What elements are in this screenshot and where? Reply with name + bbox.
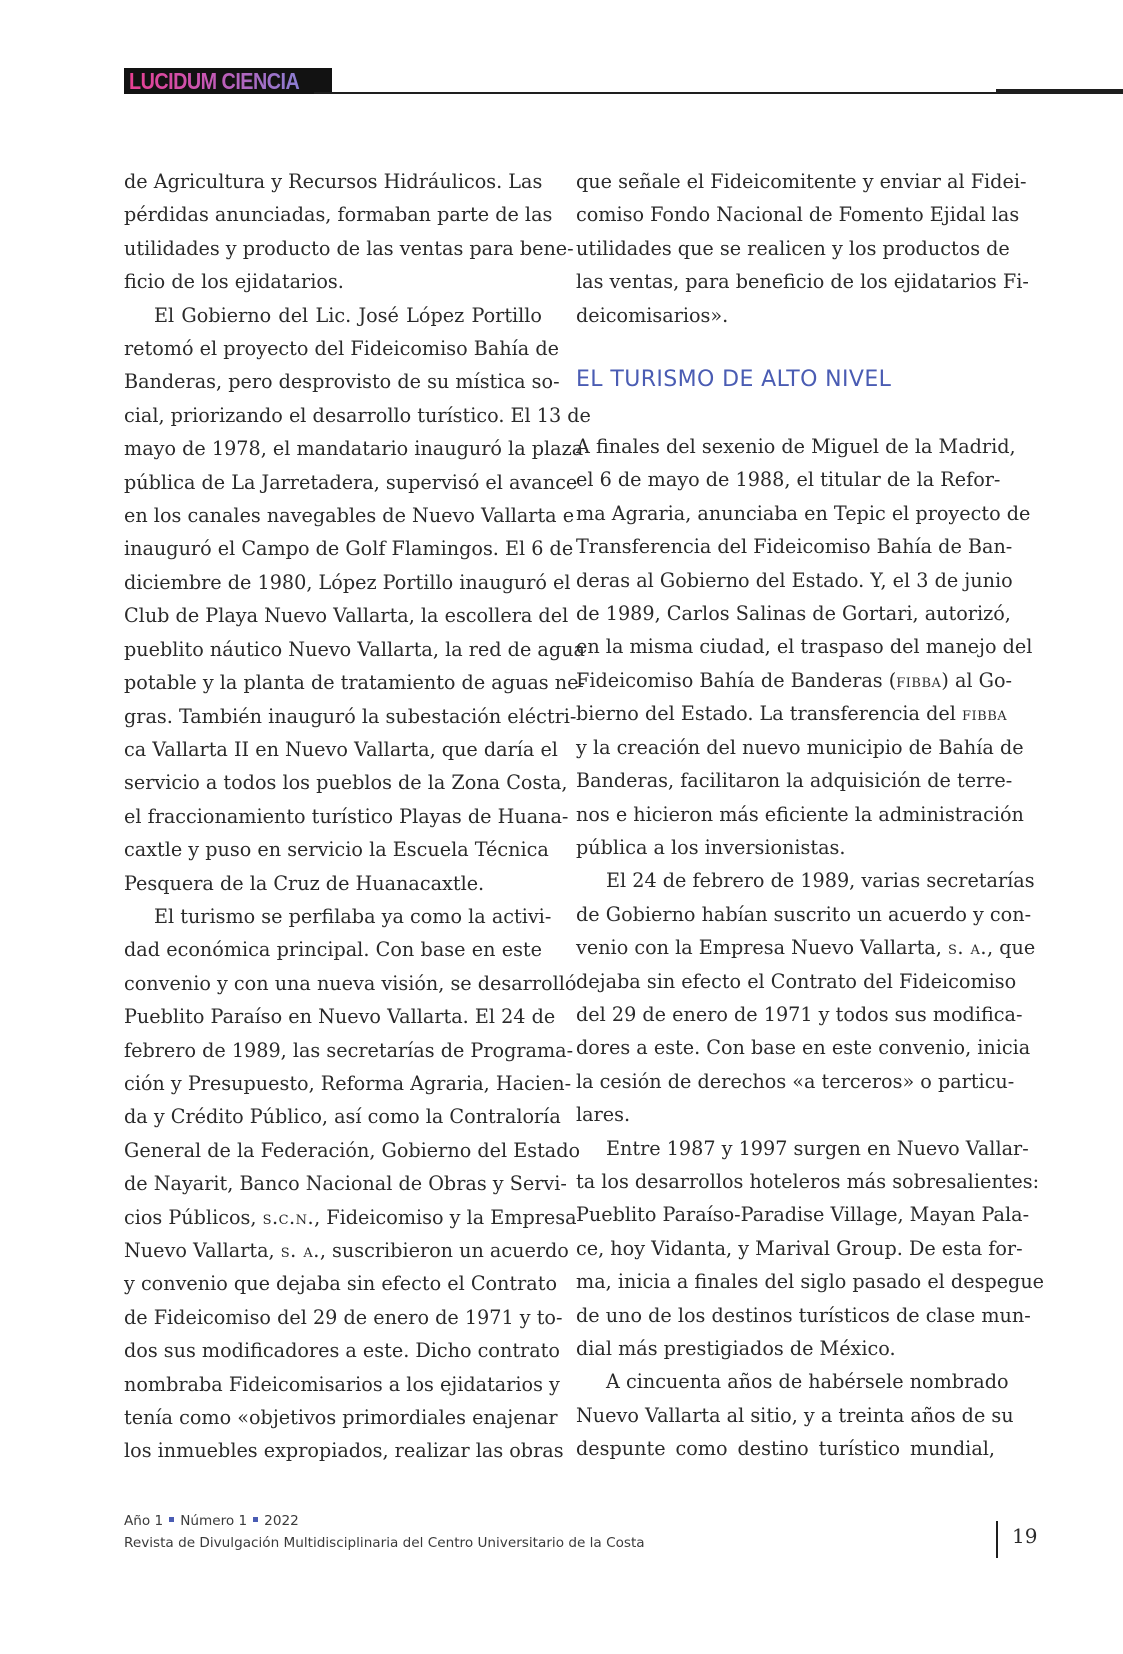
text-line: Nuevo Vallarta al sitio, y a treinta años de su xyxy=(576,1403,1014,1427)
text-line: Club de Playa Nuevo Vallarta, la escollera del xyxy=(124,604,569,628)
text-line: ca Vallarta II en Nuevo Vallarta, que daría el xyxy=(124,737,558,761)
text-line: ce, hoy Vidanta, y Marival Group. De esta for- xyxy=(576,1236,1023,1260)
text-line: del 29 de enero de 1971 y todos sus modifica- xyxy=(576,1002,1023,1026)
text-line: Banderas, pero desprovisto de su mística so- xyxy=(124,370,560,394)
body-paragraph xyxy=(576,1365,1014,1465)
text-line: caxtle y puso en servicio la Escuela Técnica xyxy=(124,838,549,862)
text-line: dad económica principal. Con base en este xyxy=(124,938,542,962)
body-paragraph xyxy=(576,864,1036,1131)
text-line: cios Públicos, s.c.n., Fideicomiso y la Empresa xyxy=(124,1205,577,1229)
text-line: dos sus modificadores a este. Dicho contrato xyxy=(124,1339,560,1363)
text-line: dores a este. Con base en este convenio, inicia xyxy=(576,1036,1031,1060)
text-line: de Fideicomiso del 29 de enero de 1971 y to- xyxy=(124,1305,563,1329)
text-line: pérdidas anunciadas, formaban parte de las xyxy=(124,203,553,227)
abbreviation: fibba xyxy=(896,668,942,692)
abbreviation: s. a. xyxy=(280,1239,320,1262)
text-line: Pueblito Paraíso en Nuevo Vallarta. El 24 de xyxy=(124,1005,556,1029)
text-line: el fraccionamiento turístico Playas de Huana- xyxy=(124,804,569,828)
text-line: bierno del Estado. La transferencia del fibba xyxy=(576,702,1008,726)
text-line: deras al Gobierno del Estado. Y, el 3 de junio xyxy=(576,568,1013,592)
text-line: dial más prestigiados de México. xyxy=(576,1337,896,1360)
text-line: venio con la Empresa Nuevo Vallarta, s. a., que xyxy=(576,936,1036,960)
abbreviation: s. a. xyxy=(947,936,988,960)
body-paragraph xyxy=(576,165,1029,332)
page-number: 19 xyxy=(1012,1524,1038,1548)
text-line: de uno de los destinos turísticos de clase mun- xyxy=(576,1303,1031,1327)
text-line: mayo de 1978, el mandatario inauguró la plaza xyxy=(124,437,584,461)
text-line: potable y la planta de tratamiento de aguas ne- xyxy=(124,671,585,695)
text-line: General de la Federación, Gobierno del Estado xyxy=(124,1138,581,1162)
text-line: nombraba Fideicomisarios a los ejidatarios y xyxy=(124,1372,560,1396)
text-line: el 6 de mayo de 1988, el titular de la Refor- xyxy=(576,468,1001,492)
journal-logo xyxy=(124,68,332,94)
text-line: de Gobierno habían suscrito un acuerdo y con- xyxy=(576,902,1032,926)
text-line: en la misma ciudad, el traspaso del manejo del xyxy=(576,635,1033,659)
body-paragraph xyxy=(576,1132,1045,1366)
text-line: pueblito náutico Nuevo Vallarta, la red de agua xyxy=(124,637,585,661)
text-line: ma Agraria, anunciaba en Tepic el proyecto de xyxy=(576,501,1031,525)
body-paragraph xyxy=(124,299,591,900)
text-line: El turismo se perfilaba ya como la activi- xyxy=(154,904,552,928)
text-line: ma, inicia a finales del siglo pasado el despegue xyxy=(576,1270,1045,1294)
text-line: ción y Presupuesto, Reforma Agraria, Hacien- xyxy=(124,1071,572,1095)
text-line: convenio y con una nueva visión, se desarrolló xyxy=(124,971,577,995)
text-line: febrero de 1989, las secretarías de Programa- xyxy=(124,1038,574,1062)
text-line: da y Crédito Público, así como la Contraloría xyxy=(124,1105,561,1129)
header-rule-accent xyxy=(996,89,1123,94)
journal-name: LUCIDUM CIENCIA xyxy=(129,68,300,94)
text-line: diciembre de 1980, López Portillo inauguró el xyxy=(124,570,571,594)
body-paragraph xyxy=(124,900,581,1468)
text-line: despunte como destino turístico mundial, xyxy=(576,1437,995,1461)
text-line: Fideicomiso Bahía de Banderas (fibba) al Go- xyxy=(576,668,1013,692)
text-line: pública a los inversionistas. xyxy=(576,835,846,859)
text-line: A cincuenta años de habérsele nombrado xyxy=(606,1370,1009,1394)
text-line: la cesión de derechos «a terceros» o particu- xyxy=(576,1069,1015,1093)
text-line: El 24 de febrero de 1989, varias secretarías xyxy=(606,869,1035,893)
text-line: El Gobierno del Lic. José López Portillo xyxy=(154,303,542,327)
text-line: y convenio que dejaba sin efecto el Contrato xyxy=(124,1272,558,1296)
text-line: pública de La Jarretadera, supervisó el avance xyxy=(124,470,578,494)
text-line: utilidades y producto de las ventas para bene- xyxy=(124,236,574,260)
text-line: y la creación del nuevo municipio de Bahía de xyxy=(576,735,1024,759)
text-line: los inmuebles expropiados, realizar las obras xyxy=(124,1439,564,1463)
body-paragraph xyxy=(124,165,574,299)
text-line: utilidades que se realicen y los productos de xyxy=(576,236,1010,260)
text-line: de Agricultura y Recursos Hidráulicos. Las xyxy=(124,170,543,193)
text-line: de 1989, Carlos Salinas de Gortari, autorizó, xyxy=(576,602,1011,626)
text-line: Pueblito Paraíso-Paradise Village, Mayan Pala- xyxy=(576,1203,1030,1227)
text-line: servicio a todos los pueblos de la Zona Costa, xyxy=(124,771,568,795)
abbreviation: s.c.n. xyxy=(262,1205,315,1229)
section-heading: EL TURISMO DE ALTO NIVEL xyxy=(576,367,892,393)
page-number-rule xyxy=(996,1521,998,1558)
text-line: comiso Fondo Nacional de Fomento Ejidal las xyxy=(576,203,1020,227)
text-line: Pesquera de la Cruz de Huanacaxtle. xyxy=(124,871,485,895)
text-line: A finales del sexenio de Miguel de la Madrid, xyxy=(576,435,1016,459)
right-column xyxy=(576,165,1045,1466)
volume-label: Año 1 xyxy=(124,1513,164,1529)
publication-year: 2022 xyxy=(264,1513,299,1529)
text-line: cial, priorizando el desarrollo turístico. El 13 de xyxy=(124,403,591,427)
separator-square-icon xyxy=(169,1517,174,1522)
text-line: dejaba sin efecto el Contrato del Fideicomiso xyxy=(576,969,1017,993)
text-line: nos e hicieron más eficiente la administración xyxy=(576,802,1024,826)
left-column xyxy=(124,165,591,1468)
text-line: Nuevo Vallarta, s. a., suscribieron un acuerdo xyxy=(124,1239,569,1262)
text-line: Transferencia del Fideicomiso Bahía de Ban- xyxy=(576,535,1013,559)
separator-square-icon xyxy=(253,1517,258,1522)
text-line: que señale el Fideicomitente y enviar al Fidei- xyxy=(576,170,1027,193)
text-line: de Nayarit, Banco Nacional de Obras y Servi- xyxy=(124,1172,567,1196)
issue-number-label: Número 1 xyxy=(180,1513,248,1529)
running-header xyxy=(124,68,1123,98)
page-footer xyxy=(124,1510,645,1554)
text-line: inauguró el Campo de Golf Flamingos. El 6 de xyxy=(124,537,574,561)
text-line: ta los desarrollos hoteleros más sobresalientes: xyxy=(576,1169,1040,1193)
text-line: las ventas, para beneficio de los ejidatarios Fi- xyxy=(576,270,1029,294)
text-line: en los canales navegables de Nuevo Vallarta e xyxy=(124,504,575,528)
text-line: ficio de los ejidatarios. xyxy=(124,270,344,294)
text-line: tenía como «objetivos primordiales enajenar xyxy=(124,1406,558,1430)
abbreviation: fibba xyxy=(961,702,1008,726)
text-line: lares. xyxy=(576,1103,631,1127)
issue-info xyxy=(124,1510,645,1532)
text-line: deicomisarios». xyxy=(576,303,729,327)
journal-full-title: Revista de Divulgación Multidisciplinaria del Centro Universitario de la Costa xyxy=(124,1535,645,1551)
body-paragraph xyxy=(576,430,1033,864)
text-line: gras. También inauguró la subestación eléctri- xyxy=(124,704,577,728)
text-line: retomó el proyecto del Fideicomiso Bahía de xyxy=(124,337,559,361)
text-line: Banderas, facilitaron la adquisición de terre- xyxy=(576,769,1013,793)
text-line: Entre 1987 y 1997 surgen en Nuevo Vallar- xyxy=(606,1136,1029,1160)
